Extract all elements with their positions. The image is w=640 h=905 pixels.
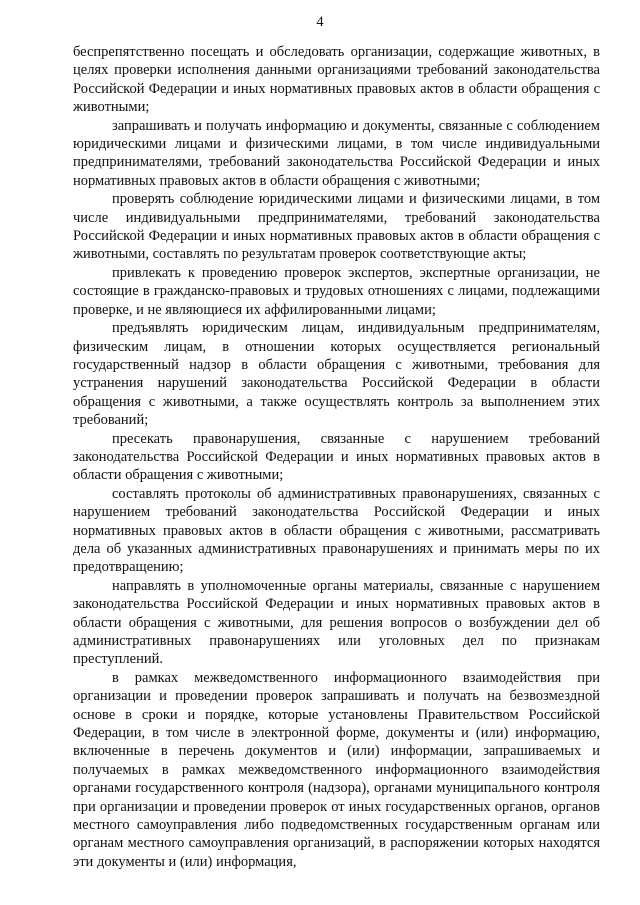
paragraph-3: проверять соблюдение юридическими лицами и физическими лицами, в том числе индивидуальными предпринимателями, требований законодательства Российской Федерации и иных нормативных правовых актов в области обращения с животными, составлять по результатам проверок соответствующие акты; xyxy=(73,191,600,263)
paragraph-2: запрашивать и получать информацию и документы, связанные с соблюдением юридическими лицами и физическими лицами, в том числе индивидуальными предпринимателями, требований законодательства Российской Федерации и иных нормативных правовых актов в области обращения с животными; xyxy=(73,117,600,189)
paragraph-1: беспрепятственно посещать и обследовать организации, содержащие животных, в целях проверки исполнения данными организациями требований законодательства Российской Федерации и иных нормативных правовых актов в области обращения с животными; xyxy=(73,44,600,116)
paragraph-5: предъявлять юридическим лицам, индивидуальным предпринимателям, физическим лицам, в отношении которых осуществляется региональный государственный надзор в области обращения с животными, требования для устранения нарушений законодательства Российской Федерации в области обращения с животными, а также осуществлять контроль за выполнением этих требований; xyxy=(73,320,600,429)
document-body xyxy=(73,43,600,871)
paragraph-9: в рамках межведомственного информационного взаимодействия при организации и проведении проверок запрашивать и получать на безвозмездной основе в сроки и порядке, которые установлены Правительством Российской Федерации, в том числе в электронной форме, документы и (или) информацию, включенные в перечень документов и (или) информации, запрашиваемых и получаемых в рамках межведомственного информационного взаимодействия органами государственного контроля (надзора), органами муниципального контроля при организации и проведении проверок от иных государственных органов, органов местного самоуправления либо подведомственных государственным органам или органам местного самоуправления организаций, в распоряжении которых находятся эти документы и (или) информация, xyxy=(73,669,600,870)
paragraph-7: составлять протоколы об административных правонарушениях, связанных с нарушением требований законодательства Российской Федерации и иных нормативных правовых актов в области обращения с животными, рассматривать дела об указанных административных правонарушениях и принимать меры по их предотвращению; xyxy=(73,485,600,576)
paragraph-4: привлекать к проведению проверок экспертов, экспертные организации, не состоящие в гражданско-правовых и трудовых отношениях с лицами, подлежащими проверке, и не являющиеся их аффилированными лицами; xyxy=(73,264,600,318)
page-number: 4 xyxy=(316,14,324,30)
paragraph-8: направлять в уполномоченные органы материалы, связанные с нарушением законодательства Российской Федерации и иных нормативных правовых актов в области обращения с животными, для решения вопросов о возбуждении дел об административных правонарушениях или уголовных дел по признакам преступлений. xyxy=(73,577,600,668)
paragraph-6: пресекать правонарушения, связанные с нарушением требований законодательства Российской Федерации и иных нормативных правовых актов в области обращения с животными; xyxy=(73,430,600,484)
